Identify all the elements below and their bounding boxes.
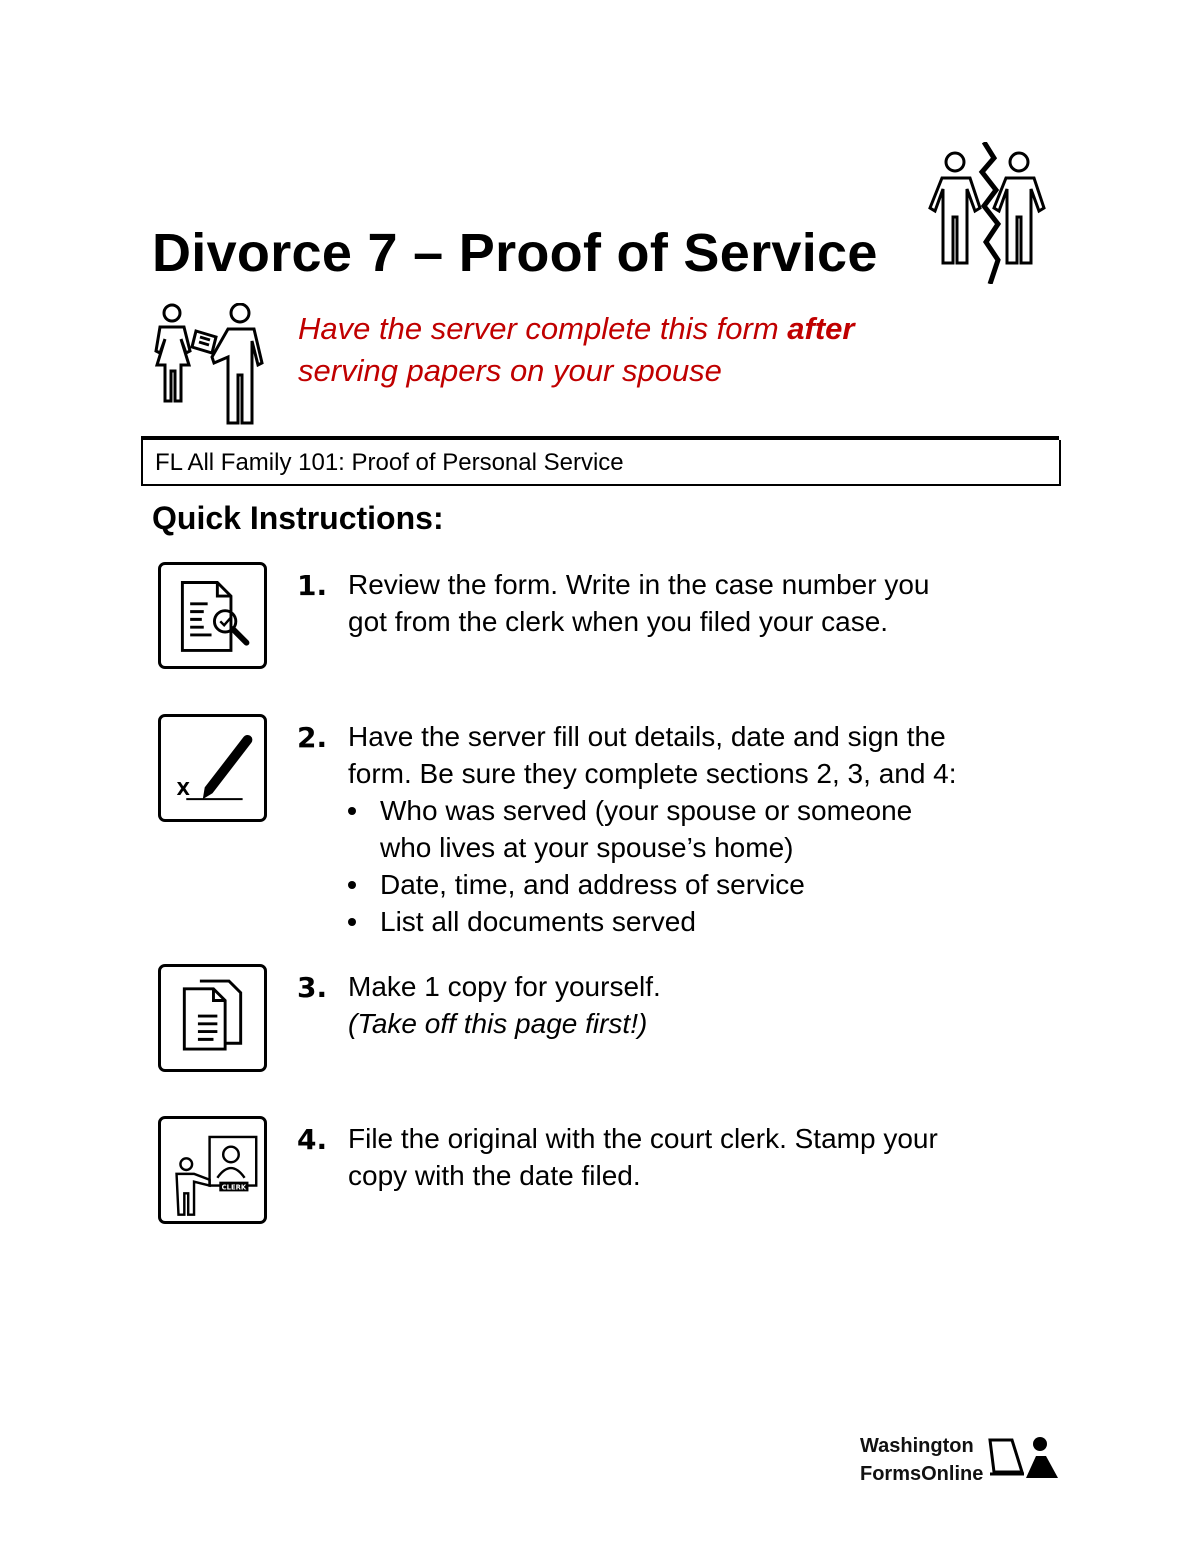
step-4-line: copy with the date filed. [348, 1160, 641, 1191]
subtitle [298, 308, 855, 392]
form-label: FL All Family 101: Proof of Personal Service [155, 449, 624, 476]
court-clerk-icon [158, 1116, 267, 1224]
washington-forms-online-logo [860, 1432, 983, 1488]
pen-signature-icon [158, 714, 267, 822]
page-title: Divorce 7 – Proof of Service [152, 223, 878, 283]
signature-x-mark: X [176, 780, 191, 801]
form-label-box [141, 440, 1061, 486]
bullet-line: who lives at your spouse’s home) [380, 832, 794, 863]
bullet-item [308, 903, 1048, 940]
bullet-line: Date, time, and address of service [380, 869, 805, 900]
document-magnifier-icon [158, 562, 267, 669]
step-2-line: form. Be sure they complete sections 2, 3, and 4: [348, 758, 957, 789]
step-2-number: 2. [297, 721, 328, 754]
bullet-line: Who was served (your spouse or someone [380, 795, 913, 826]
step-2-text [348, 718, 1048, 940]
person-at-laptop-icon [986, 1432, 1062, 1486]
step-1-text [348, 566, 930, 640]
step-1-number: 1. [297, 569, 328, 602]
step-3-number: 3. [297, 971, 328, 1004]
step-3-text [348, 968, 661, 1042]
subtitle-part1: Have the server complete this form [298, 311, 788, 346]
logo-line-1: Washington [860, 1435, 974, 1457]
step-1-line: got from the clerk when you filed your case. [348, 606, 889, 637]
subtitle-emphasis: after [787, 311, 855, 346]
step-2-bullets [308, 792, 1048, 940]
step-3-note: (Take off this page first!) [348, 1008, 648, 1039]
instructions-heading: Quick Instructions: [152, 500, 444, 536]
bullet-line: List all documents served [380, 906, 696, 937]
bullet-item [308, 792, 1048, 866]
logo-line-2: FormsOnline [860, 1463, 984, 1485]
step-2-line: Have the server fill out details, date and sign the [348, 721, 946, 752]
divorcing-couple-icon [922, 142, 1052, 284]
subtitle-part2: serving papers on your spouse [298, 353, 722, 388]
step-4-number: 4. [297, 1123, 328, 1156]
bullet-item [308, 866, 1048, 903]
step-1-line: Review the form. Write in the case number you [348, 569, 930, 600]
step-4-text [348, 1120, 938, 1194]
server-handing-papers-icon [150, 303, 266, 427]
step-3-line: Make 1 copy for yourself. [348, 971, 661, 1002]
step-4-line: File the original with the court clerk. Stamp your [348, 1123, 938, 1154]
copy-documents-icon [158, 964, 267, 1072]
clerk-sign: CLERK [221, 1183, 247, 1192]
